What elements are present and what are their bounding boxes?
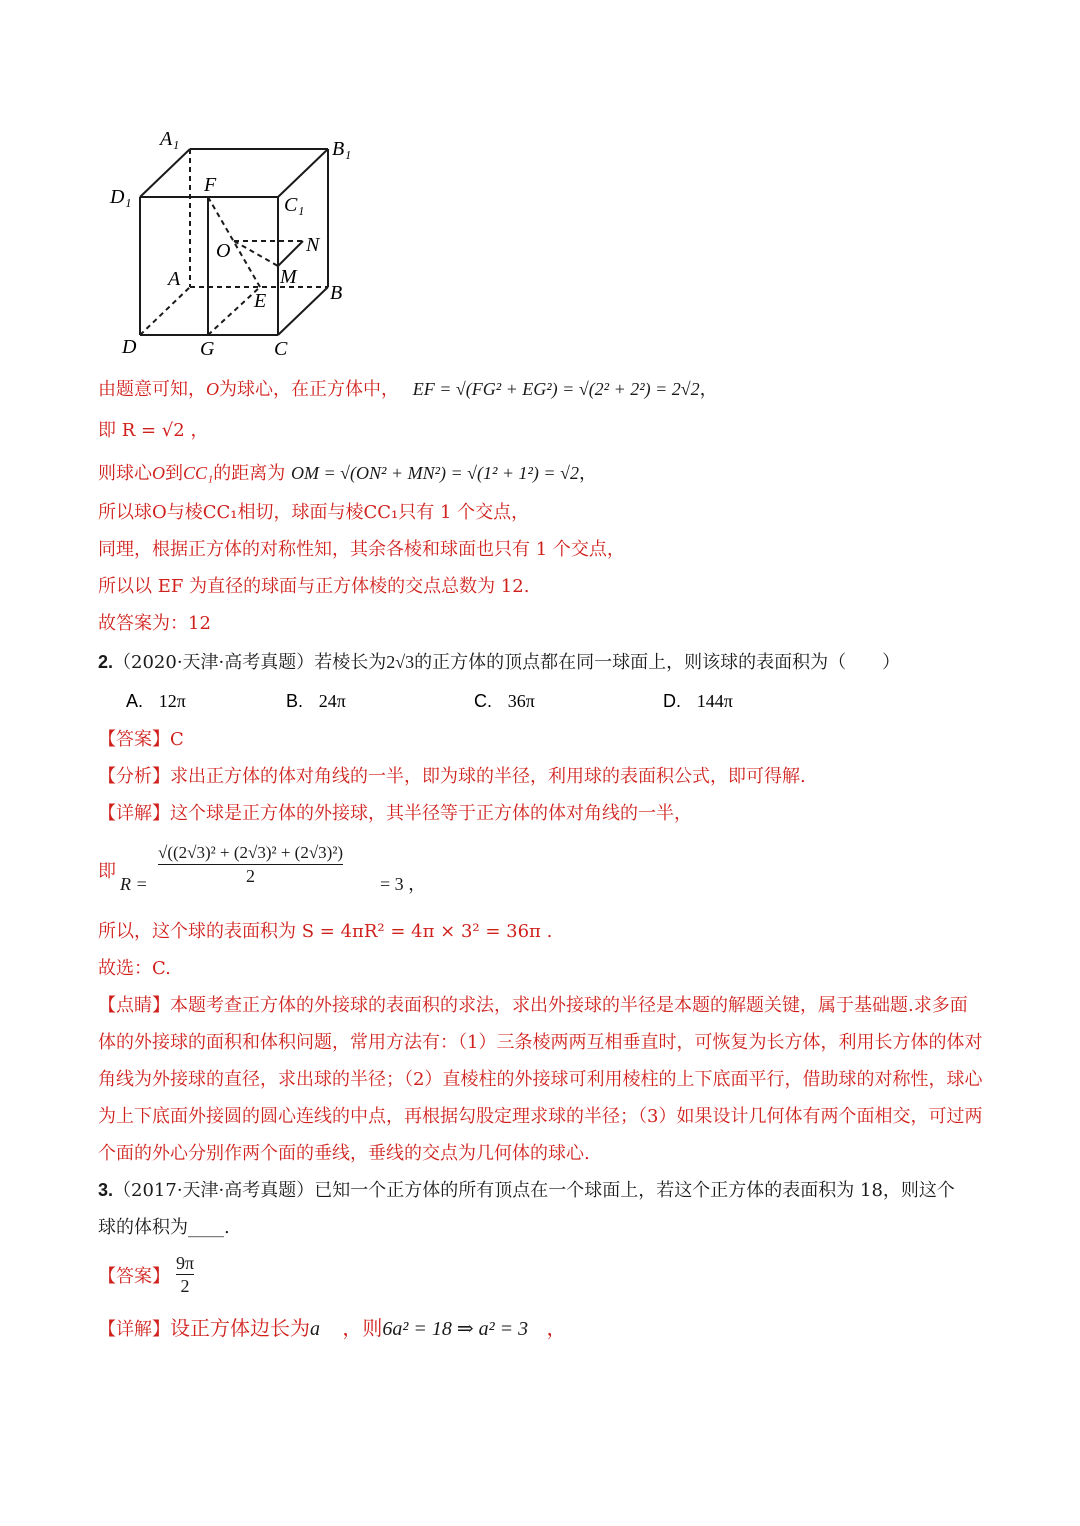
- q2-radius-formula: [98, 842, 990, 908]
- text: 为球心，在正方体中，: [219, 379, 399, 400]
- cube-figure: [100, 125, 360, 365]
- formula-om: OM = √(ON² + MN²) = √(1² + 1²) = √2: [291, 463, 579, 483]
- formula-lhs: R =: [120, 874, 148, 894]
- q3-stem-line2: 球的体积为____.: [98, 1217, 230, 1238]
- solution1-line5: 同理，根据正方体的对称性知，其余各棱和球面也只有 1 个交点，: [98, 539, 625, 560]
- q3-detail: [98, 1316, 990, 1342]
- text: ，: [699, 379, 718, 400]
- label-g: G: [200, 338, 215, 360]
- text: 则球心: [98, 463, 152, 484]
- label-m: M: [280, 266, 297, 288]
- question-number: 3.: [98, 1180, 114, 1200]
- question-source: （2017·天津·高考真题）: [113, 1180, 315, 1201]
- fraction-denominator: 2: [158, 864, 343, 887]
- option-key: D.: [663, 691, 681, 711]
- formula-ef: EF = √(FG² + EG²) = √(2² + 2²) = 2√2: [412, 379, 700, 399]
- math-value: 2√3: [386, 652, 415, 672]
- label-a1: A₁: [160, 128, 180, 150]
- text: 已知一个正方体的所有顶点在一个球面上，若这个正方体的表面积为 18，则这个: [314, 1180, 955, 1201]
- question-number: 2.: [98, 652, 114, 672]
- option-value: 144π: [696, 691, 733, 711]
- q3-stem: [98, 1172, 983, 1246]
- label-a: A: [168, 268, 181, 290]
- q3-stem-line1: [98, 1172, 983, 1209]
- text: 的距离为: [213, 463, 286, 484]
- label-e: E: [254, 290, 267, 312]
- text: ，则: [342, 1316, 383, 1340]
- q2-choice: 故选：C.: [98, 958, 171, 979]
- q2-answer: 【答案】C: [98, 729, 184, 750]
- text: 设正方体边长为: [170, 1316, 310, 1340]
- label-n: N: [306, 234, 320, 256]
- answer-label: 【答案】: [98, 1266, 170, 1287]
- solution1-line4: 所以球O与棱CC₁相切，球面与棱CC₁只有 1 个交点，: [98, 502, 530, 523]
- solution1-line3: [98, 461, 990, 486]
- text: 若棱长为: [314, 652, 387, 673]
- solution1-line1: [98, 377, 990, 402]
- math-o: O: [152, 463, 165, 483]
- math-o: O: [206, 379, 219, 399]
- q2-detail: 【详解】这个球是正方体的外接球，其半径等于正方体的体对角线的一半，: [98, 803, 692, 824]
- q2-option-b: [286, 691, 346, 712]
- q2-option-d: [663, 691, 733, 712]
- q2-option-c: [474, 691, 535, 712]
- fraction-denominator: 2: [176, 1274, 194, 1297]
- label-c1: C₁: [284, 194, 305, 216]
- q3-answer: [98, 1252, 990, 1306]
- text: 到: [165, 463, 183, 484]
- radius-fraction: [158, 842, 343, 887]
- text: ，: [546, 1316, 567, 1340]
- option-value: 12π: [158, 691, 186, 711]
- q2-stem: [98, 650, 990, 675]
- label-o: O: [216, 240, 231, 262]
- label-d: D: [122, 336, 137, 358]
- formula-rhs: = 3 ，: [380, 874, 427, 894]
- text: 的正方体的顶点都在同一球面上，则该球的表面积为（ ）: [414, 652, 901, 673]
- q2-surface: 所以，这个球的表面积为 S = 4πR² = 4π × 3² = 36π .: [98, 921, 553, 942]
- label-d1: D₁: [110, 186, 132, 208]
- option-key: A.: [126, 691, 144, 711]
- math-a: a: [310, 1318, 320, 1340]
- option-value: 24π: [318, 691, 346, 711]
- text: 由题意可知，: [98, 379, 206, 400]
- label-b1: B₁: [332, 138, 352, 160]
- text: ，: [578, 463, 597, 484]
- answer-fraction: [176, 1252, 194, 1297]
- text: 即: [98, 861, 116, 882]
- question-source: （2020·天津·高考真题）: [113, 652, 315, 673]
- solution1-line2: 即 R = √2 ，: [98, 420, 209, 441]
- math-cc1: CC₁: [183, 463, 214, 483]
- option-value: 36π: [507, 691, 535, 711]
- fraction-numerator: √((2√3)² + (2√3)² + (2√3)²): [158, 843, 344, 862]
- q2-comment: 【点睛】本题考查正方体的外接球的表面积的求法，求出外接球的半径是本题的解题关键，属于基础题.求多面体的外接球的面积和体积问题，常用方法有：（1）三条棱两两互相垂直时，可恢复为长方体，利用长方体的体对角线为外接球的直径，求出球的半径；（2）直棱柱的外接球可利用棱柱的上下底面平行，借助球的对称性，球心为上下底面外接圆的圆心连线的中点，再根据勾股定理求球的半径；（3）如果设计几何体有两个面相交，可过两个面的外心分别作两个面的垂线，垂线的交点为几何体的球心.: [98, 995, 983, 1164]
- q2-option-a: [126, 691, 186, 712]
- detail-label: 【详解】: [98, 1319, 170, 1340]
- label-c: C: [274, 338, 288, 360]
- label-b: B: [330, 282, 343, 304]
- option-key: C.: [474, 691, 492, 711]
- solution1-line6: 所以以 EF 为直径的球面与正方体棱的交点总数为 12.: [98, 576, 530, 597]
- solution1-line7: 故答案为：12: [98, 613, 211, 634]
- fraction-numerator: 9π: [176, 1253, 195, 1273]
- q2-analysis: 【分析】求出正方体的体对角线的一半，即为球的半径，利用球的表面积公式，即可得解.: [98, 766, 806, 787]
- formula: 6a² = 18 ⇒ a² = 3: [382, 1318, 529, 1340]
- label-f: F: [204, 174, 217, 196]
- option-key: B.: [286, 691, 304, 711]
